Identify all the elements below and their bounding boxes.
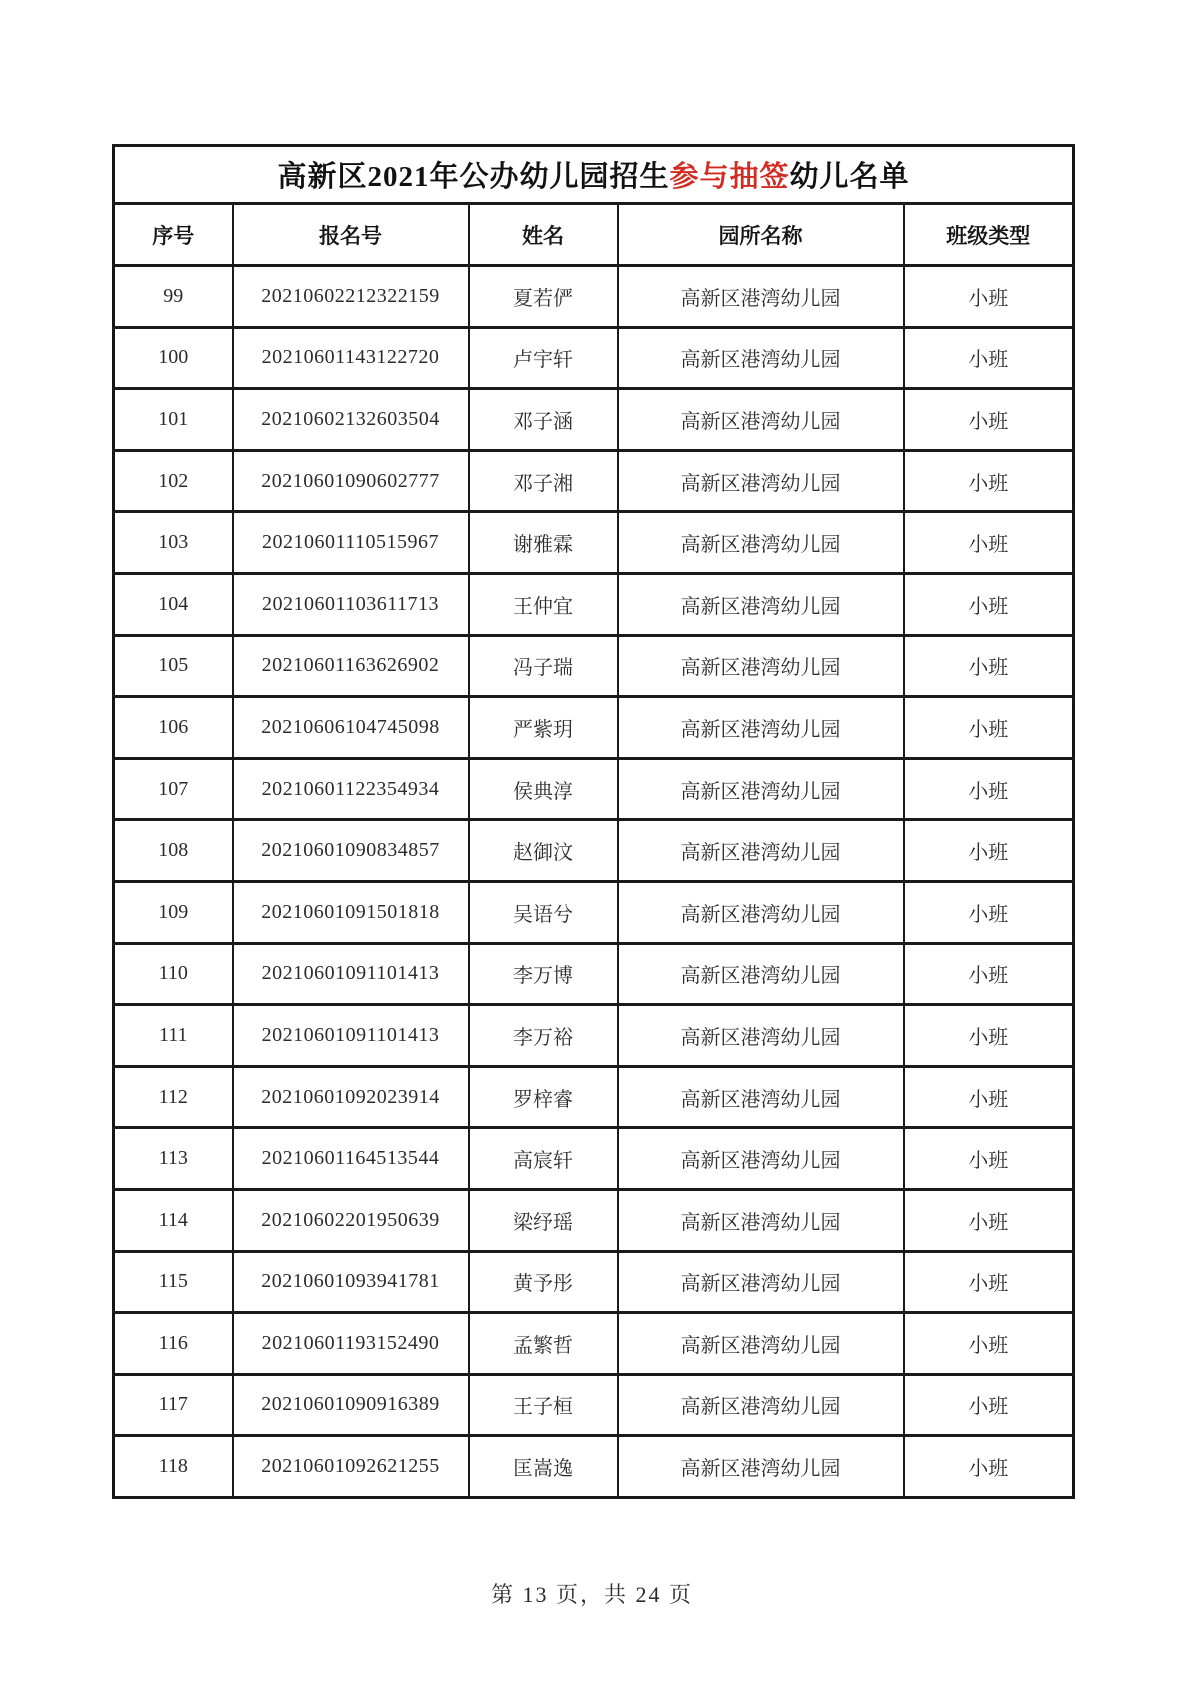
cell-kindergarten: 高新区港湾幼儿园: [618, 635, 904, 697]
cell-class-type: 小班: [904, 389, 1074, 451]
cell-index: 118: [114, 1436, 233, 1498]
cell-index: 102: [114, 450, 233, 512]
cell-name: 谢雅霖: [469, 512, 618, 574]
table-row: [114, 943, 1074, 1005]
cell-index: 100: [114, 327, 233, 389]
table-row: [114, 1436, 1074, 1498]
cell-kindergarten: 高新区港湾幼儿园: [618, 697, 904, 759]
cell-class-type: 小班: [904, 1005, 1074, 1067]
table-row: [114, 266, 1074, 328]
table-row: [114, 389, 1074, 451]
cell-index: 106: [114, 697, 233, 759]
cell-class-type: 小班: [904, 1313, 1074, 1375]
cell-index: 105: [114, 635, 233, 697]
cell-name: 梁纾瑶: [469, 1189, 618, 1251]
cell-registration-no: 20210601122354934: [233, 758, 469, 820]
page-number-footer: 第 13 页，共 24 页: [490, 1582, 693, 1607]
cell-kindergarten: 高新区港湾幼儿园: [618, 1066, 904, 1128]
cell-index: 108: [114, 820, 233, 882]
cell-index: 110: [114, 943, 233, 1005]
cell-class-type: 小班: [904, 266, 1074, 328]
cell-index: 109: [114, 881, 233, 943]
cell-kindergarten: 高新区港湾幼儿园: [618, 266, 904, 328]
cell-registration-no: 20210606104745098: [233, 697, 469, 759]
cell-index: 107: [114, 758, 233, 820]
table-row: [114, 1066, 1074, 1128]
enrollment-lottery-table: [112, 144, 1075, 1499]
cell-kindergarten: 高新区港湾幼儿园: [618, 943, 904, 1005]
cell-name: 吴语兮: [469, 881, 618, 943]
cell-kindergarten: 高新区港湾幼儿园: [618, 573, 904, 635]
cell-kindergarten: 高新区港湾幼儿园: [618, 881, 904, 943]
table-row: [114, 450, 1074, 512]
table-row: [114, 1374, 1074, 1436]
cell-name: 黄予彤: [469, 1251, 618, 1313]
cell-name: 夏若俨: [469, 266, 618, 328]
cell-index: 113: [114, 1128, 233, 1190]
cell-kindergarten: 高新区港湾幼儿园: [618, 820, 904, 882]
table-row: [114, 697, 1074, 759]
cell-name: 严紫玥: [469, 697, 618, 759]
table-row: [114, 881, 1074, 943]
table-body: [114, 266, 1074, 1498]
cell-registration-no: 20210602132603504: [233, 389, 469, 451]
cell-name: 孟繁哲: [469, 1313, 618, 1375]
cell-class-type: 小班: [904, 697, 1074, 759]
table-header-row: [114, 204, 1074, 266]
column-header-registration-no: 报名号: [233, 204, 469, 266]
cell-class-type: 小班: [904, 573, 1074, 635]
cell-class-type: 小班: [904, 943, 1074, 1005]
cell-kindergarten: 高新区港湾幼儿园: [618, 1313, 904, 1375]
cell-index: 99: [114, 266, 233, 328]
cell-class-type: 小班: [904, 1374, 1074, 1436]
cell-kindergarten: 高新区港湾幼儿园: [618, 1128, 904, 1190]
cell-class-type: 小班: [904, 635, 1074, 697]
cell-index: 114: [114, 1189, 233, 1251]
cell-name: 赵御汶: [469, 820, 618, 882]
cell-index: 117: [114, 1374, 233, 1436]
cell-index: 101: [114, 389, 233, 451]
cell-registration-no: 20210601103611713: [233, 573, 469, 635]
cell-kindergarten: 高新区港湾幼儿园: [618, 1374, 904, 1436]
cell-kindergarten: 高新区港湾幼儿园: [618, 1189, 904, 1251]
cell-registration-no: 20210602201950639: [233, 1189, 469, 1251]
cell-registration-no: 20210601090916389: [233, 1374, 469, 1436]
table-row: [114, 573, 1074, 635]
cell-name: 王仲宜: [469, 573, 618, 635]
table-row: [114, 1005, 1074, 1067]
table-row: [114, 635, 1074, 697]
cell-name: 匡嵩逸: [469, 1436, 618, 1498]
cell-registration-no: 20210601092023914: [233, 1066, 469, 1128]
column-header-name: 姓名: [469, 204, 618, 266]
cell-registration-no: 20210602212322159: [233, 266, 469, 328]
cell-index: 104: [114, 573, 233, 635]
column-header-class-type: 班级类型: [904, 204, 1074, 266]
cell-index: 112: [114, 1066, 233, 1128]
cell-name: 李万裕: [469, 1005, 618, 1067]
cell-class-type: 小班: [904, 512, 1074, 574]
cell-class-type: 小班: [904, 1436, 1074, 1498]
cell-kindergarten: 高新区港湾幼儿园: [618, 1436, 904, 1498]
cell-kindergarten: 高新区港湾幼儿园: [618, 450, 904, 512]
table-row: [114, 512, 1074, 574]
cell-kindergarten: 高新区港湾幼儿园: [618, 758, 904, 820]
table-row: [114, 758, 1074, 820]
cell-name: 冯子瑞: [469, 635, 618, 697]
cell-name: 邓子湘: [469, 450, 618, 512]
cell-index: 103: [114, 512, 233, 574]
column-header-kindergarten: 园所名称: [618, 204, 904, 266]
table-row: [114, 1189, 1074, 1251]
cell-name: 卢宇轩: [469, 327, 618, 389]
cell-class-type: 小班: [904, 1189, 1074, 1251]
cell-registration-no: 20210601093941781: [233, 1251, 469, 1313]
cell-kindergarten: 高新区港湾幼儿园: [618, 389, 904, 451]
cell-index: 115: [114, 1251, 233, 1313]
cell-kindergarten: 高新区港湾幼儿园: [618, 512, 904, 574]
cell-kindergarten: 高新区港湾幼儿园: [618, 327, 904, 389]
cell-class-type: 小班: [904, 1128, 1074, 1190]
cell-registration-no: 20210601090602777: [233, 450, 469, 512]
cell-class-type: 小班: [904, 758, 1074, 820]
cell-name: 侯典淳: [469, 758, 618, 820]
table-title: [114, 146, 1074, 204]
table-row: [114, 1128, 1074, 1190]
table-row: [114, 820, 1074, 882]
cell-registration-no: 20210601164513544: [233, 1128, 469, 1190]
title-prefix: 高新区2021年公办幼儿园招生: [277, 161, 670, 193]
table-row: [114, 327, 1074, 389]
title-suffix: 幼儿名单: [789, 161, 910, 193]
cell-registration-no: 20210601110515967: [233, 512, 469, 574]
table-title-row: [114, 146, 1074, 204]
table-row: [114, 1313, 1074, 1375]
cell-registration-no: 20210601091501818: [233, 881, 469, 943]
cell-index: 116: [114, 1313, 233, 1375]
cell-name: 李万博: [469, 943, 618, 1005]
cell-class-type: 小班: [904, 450, 1074, 512]
cell-name: 罗梓睿: [469, 1066, 618, 1128]
cell-name: 邓子涵: [469, 389, 618, 451]
cell-class-type: 小班: [904, 327, 1074, 389]
cell-class-type: 小班: [904, 820, 1074, 882]
cell-class-type: 小班: [904, 1066, 1074, 1128]
cell-class-type: 小班: [904, 1251, 1074, 1313]
cell-name: 王子桓: [469, 1374, 618, 1436]
title-highlight: 参与抽签: [669, 161, 790, 193]
cell-kindergarten: 高新区港湾幼儿园: [618, 1005, 904, 1067]
cell-registration-no: 20210601193152490: [233, 1313, 469, 1375]
cell-kindergarten: 高新区港湾幼儿园: [618, 1251, 904, 1313]
cell-registration-no: 20210601092621255: [233, 1436, 469, 1498]
cell-name: 高宸轩: [469, 1128, 618, 1190]
table-row: [114, 1251, 1074, 1313]
cell-registration-no: 20210601091101413: [233, 1005, 469, 1067]
cell-index: 111: [114, 1005, 233, 1067]
cell-registration-no: 20210601090834857: [233, 820, 469, 882]
cell-registration-no: 20210601091101413: [233, 943, 469, 1005]
cell-registration-no: 20210601163626902: [233, 635, 469, 697]
cell-class-type: 小班: [904, 881, 1074, 943]
cell-registration-no: 20210601143122720: [233, 327, 469, 389]
column-header-index: 序号: [114, 204, 233, 266]
